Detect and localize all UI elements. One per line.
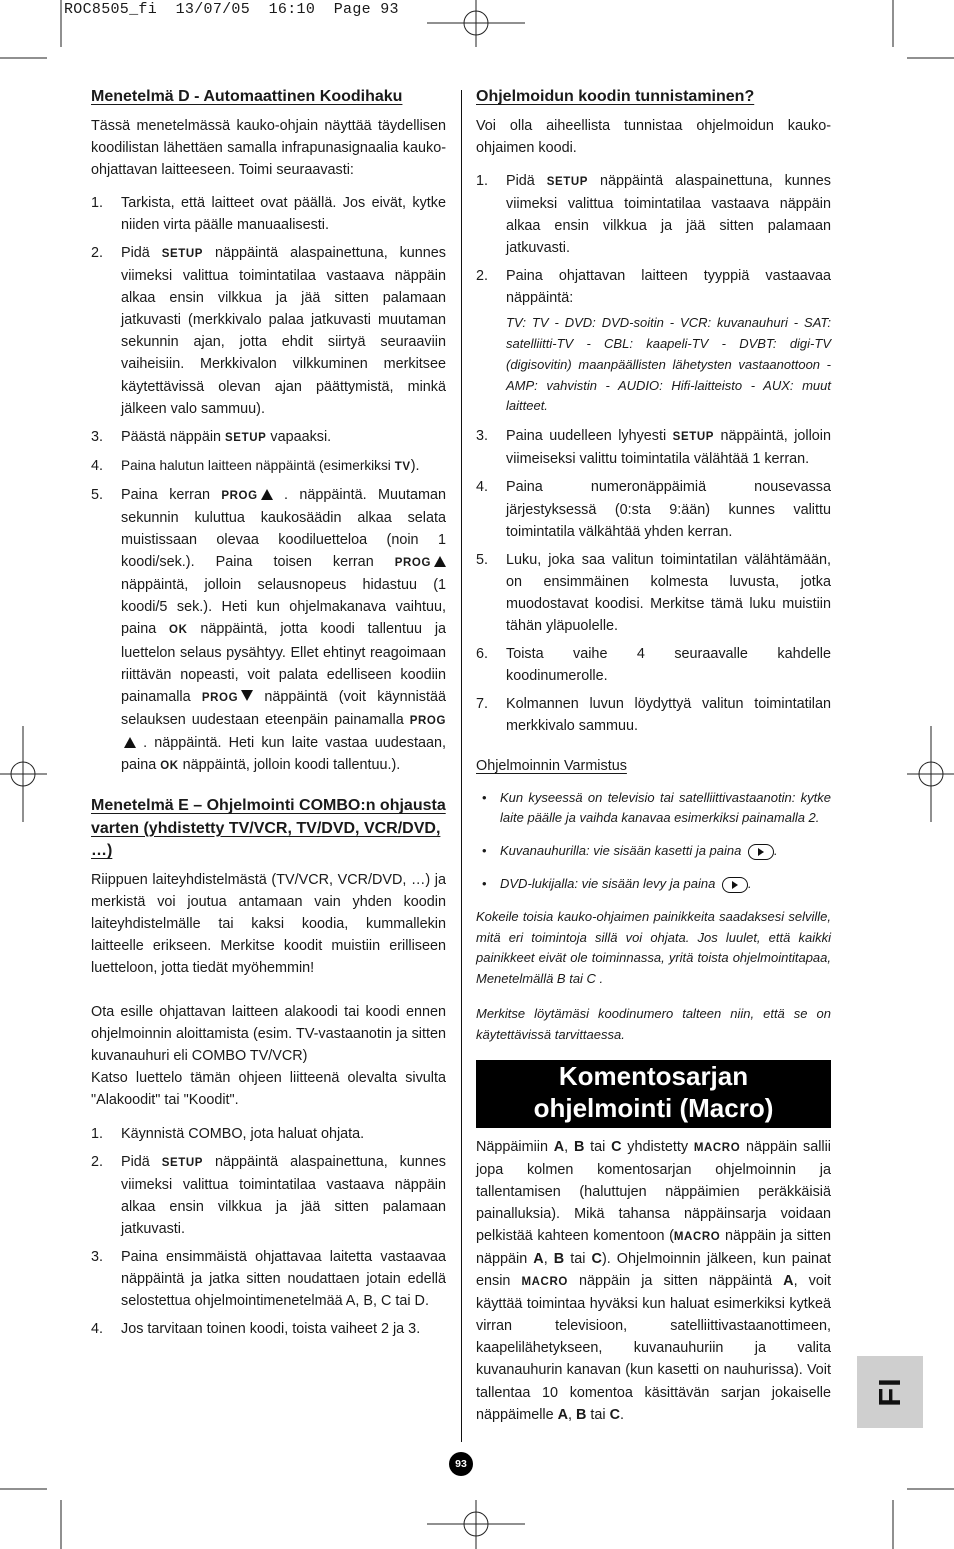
prog-key-label: PROG [201, 691, 239, 704]
macro-key-label: MACRO [521, 1276, 568, 1289]
prog-key-label: PROG [394, 557, 432, 570]
macro-text: ). Ohjelmoinnin jälkeen, kun painat ensin [476, 1250, 832, 1290]
step-text: näppäintä, jolloin viimeiseksi valittu toimintatila välähtää 1 kerran. [506, 428, 831, 468]
step-text: Tarkista, että laitteet ovat päällä. Jos eivät, kytke niiden virta päälle manuaalisesti. [121, 194, 446, 233]
list-item [91, 1151, 446, 1240]
step-text: Paina kerran [121, 486, 210, 503]
setup-key-label: SETUP [225, 431, 267, 444]
step-text: Luku, joka saa valitun toimintatilan välähtämään, on ensimmäinen kolmesta luvusta, jotka muodostavat koodisi. Merkitse tämä luku muistiin tähän yläpuolelle. [506, 551, 831, 634]
a-key-label: A [557, 1406, 569, 1423]
prog-up-icon [261, 489, 273, 500]
method-e-steps [91, 1123, 446, 1341]
step-text: Paina halutun laitteen näppäintä (esimerkiksi [121, 457, 391, 473]
macro-section-banner [476, 1060, 831, 1128]
macro-text: tai [570, 1250, 586, 1267]
bullet-text: Kuvanauhurilla: vie sisään kasetti ja paina [500, 843, 742, 859]
step-text: Päästä näppäin [121, 428, 222, 445]
step-text: . näppäintä. Heti kun laite vastaa uudestaan, paina [121, 734, 446, 774]
ok-key-label: OK [169, 624, 188, 637]
c-key-label: C [609, 1406, 621, 1423]
method-d-steps [91, 192, 446, 777]
step-number: 1. [91, 194, 104, 211]
macro-text: , voit käyttää toimintaa hyväksi kun haluat esimerkiksi kytkeä virran televisioon, satelliittivastaanottimeen, kaapelilähetykseen, kuvanauhuriin ja valita kuvanauhurin kanavan (kun kasetti on nauhurissa). Voit tallentaa 10 komentoa käsittävän sarjan jokaiselle näppäimelle [476, 1273, 832, 1423]
step-number: 2. [91, 244, 104, 261]
list-item [91, 242, 446, 420]
step-text: . näppäintä. Muutaman sekunnin kuluttua kaukosäädin alkaa selata muistissaan olevaa koodiluetteloa (noin 1 koodi/sek.). Paina toisen kerran [121, 486, 447, 571]
a-key-label: A [783, 1273, 794, 1290]
step-number: 3. [91, 1249, 104, 1266]
a-key-label: A [553, 1138, 565, 1155]
step-text: näppäintä, jolloin selausnopeus hidastuu (1 koodi/5 sek.). Heti kun ohjelmakanava vaihtuu, paina [121, 577, 446, 638]
left-column [91, 86, 446, 1346]
column-divider [461, 90, 462, 1442]
banner-line: ohjelmointi (Macro) [533, 1092, 774, 1123]
prog-up-icon [124, 737, 136, 748]
play-icon [722, 877, 748, 893]
list-item [91, 1318, 446, 1340]
step-text: näppäintä alaspainettuna, kunnes viimeksi valittua toimintatilaa vastaava näppäin alkaa ensin vilkkua ja jää sitten palamaan jatkuvasti (merkkivalo palaa jatkuvasti muutaman sekunnin ajan, jotta ehdit siirtyä seuraaviin vaiheisiin. Merkkivalon vilkkuminen merkitsee käytettävissä olevan ajan päättymistä, minkä jälkeen valo sammuu). [121, 244, 447, 417]
prog-down-icon [241, 690, 253, 701]
step-text: Pidä [121, 1153, 150, 1170]
list-item [91, 192, 446, 236]
macro-text: , [543, 1250, 548, 1267]
c-key-label: C [591, 1250, 602, 1267]
prog-up-icon [434, 556, 446, 567]
right-column [476, 86, 831, 1437]
setup-key-label: SETUP [161, 247, 204, 260]
macro-text: yhdistetty [627, 1138, 689, 1155]
list-item [91, 1123, 446, 1145]
step-text: Kolmannen luvun löydyttyä valitun toimintatilan merkkivalo sammuu. [506, 696, 831, 735]
step-text: näppäintä, jotta koodi tallentuu ja luettelon selaus pysähtyy. Ellet ehtinyt reagoimaan riittävän nopeasti, voit palata edelliseen koodiin painamalla [121, 621, 447, 705]
method-e-paragraph: Ota esille ohjattavan laitteen alakoodi tai koodi ennen ohjelmoinnin aloittamista (esim. TV-vastaanotin ja sitten kuvanauhuri eli COMBO TV/VCR) [91, 1004, 446, 1065]
banner-line: Komentosarjan [558, 1060, 749, 1091]
language-tab [857, 1356, 923, 1428]
tv-key-label: TV [394, 460, 411, 473]
list-item [476, 643, 831, 687]
step-text: Pidä [506, 172, 535, 189]
step-number: 3. [91, 428, 104, 445]
list-item [476, 476, 831, 542]
step-number: 1. [91, 1125, 104, 1142]
method-e-paragraph: Katso luettelo tämän ohjeen liitteenä olevalta sivulta "Alakoodit" tai "Koodit". [91, 1070, 446, 1109]
macro-text: , [568, 1406, 573, 1423]
macro-text: näppäin ja sitten näppäintä [578, 1273, 773, 1290]
b-key-label: B [573, 1138, 585, 1155]
b-key-label: B [576, 1406, 587, 1423]
list-item [476, 549, 831, 637]
step-text: näppäintä, jolloin koodi tallentuu.). [182, 757, 401, 774]
macro-text: näppäin sallii jopa kolmen komentosarjan ohjelmoinnin ja tallentamisen (haluttujen näppäimien peräkkäisiä painalluksia). Mikä tahansa näppäinsarja voidaan pelkistää kahteen komentoon ( [476, 1138, 831, 1244]
page-number: 93 [449, 1452, 473, 1476]
bullet-text: . [747, 875, 752, 891]
print-slug: ROC8505_fi 13/07/05 16:10 Page 93 [64, 1, 399, 18]
step-number: 6. [476, 646, 489, 663]
list-item [476, 170, 831, 259]
bullet-icon: • [482, 875, 487, 891]
bullet-icon: • [482, 789, 487, 805]
list-item [476, 425, 831, 470]
ok-key-label: OK [160, 760, 179, 773]
macro-text: tai [590, 1406, 606, 1423]
macro-key-label: MACRO [673, 1230, 721, 1243]
macro-text: näppäin ja sitten näppäin [476, 1227, 832, 1267]
step-text: Pidä [121, 244, 150, 261]
step-text: näppäintä alaspainettuna, kunnes viimeksi valittua toimintatilaa vastaava näppäin alkaa ensin vilkkua ja jää sitten palamaan jatkuvasti. [506, 172, 832, 256]
method-d-title: Menetelmä D - Automaattinen Koodihaku [91, 88, 403, 105]
setup-key-label: SETUP [161, 1156, 204, 1169]
list-item [476, 788, 831, 830]
step-text: vapaaksi. [270, 428, 332, 445]
macro-text: , [564, 1138, 569, 1155]
macro-key-label: MACRO [693, 1141, 741, 1154]
bullet-icon: • [482, 843, 487, 859]
list-item [476, 265, 831, 417]
list-item [91, 1246, 446, 1312]
list-item [91, 426, 446, 449]
try-buttons-note: Kokeile toisia kauko-ohjaimen painikkeita saadaksesi selville, mitä eri toimintoja sillä voi ohjata. Jos luulet, että kaikki painikkeet eivät ole toiminnassa, yritä toista ohjelmointitapaa, Menetelmällä B tai C . [476, 908, 831, 987]
setup-key-label: SETUP [546, 175, 589, 188]
identify-code-steps [476, 170, 831, 738]
prog-key-label: PROG [221, 489, 258, 502]
step-text: Paina ensimmäistä ohjattavaa laitetta vastaavaa näppäintä ja jatka sitten noudattaen jotain edellä selostettua ohjelmointimenetelmää A, B, C tai D. [121, 1249, 446, 1310]
method-d-intro: Tässä menetelmässä kauko-ohjain näyttää täydellisen koodilistan lähettäen samalla infrapunasignaalia kauko-ohjattavan laitteeseen. Toimi seuraavasti: [91, 117, 446, 178]
method-e-title: Menetelmä E – Ohjelmointi COMBO:n ohjausta varten (yhdistetty TV/VCR, TV/DVD, VCR/DVD, …) [91, 797, 446, 860]
language-tab-label: FI [872, 1377, 907, 1407]
identify-code-intro: Voi olla aiheellista tunnistaa ohjelmoidun kauko-ohjaimen koodi. [476, 117, 831, 156]
step-number: 7. [476, 696, 489, 713]
bullet-text: Kun kyseessä on televisio tai satelliittivastaanotin: kytke laite päälle ja vaihda kanavaa esimerkiksi painamalla 2. [500, 789, 831, 826]
step-text: Toista vaihe 4 seuraavalle kahdelle koodinumerolle. [506, 646, 831, 685]
step-number: 2. [91, 1153, 104, 1170]
step-number: 3. [476, 428, 489, 445]
step-text: Jos tarvitaan toinen koodi, toista vaiheet 2 ja 3. [121, 1321, 421, 1338]
list-item [476, 874, 831, 895]
step-number: 4. [91, 1321, 104, 1338]
a-key-label: A [533, 1250, 544, 1267]
step-number: 4. [91, 457, 104, 474]
list-item [476, 693, 831, 737]
step-text: näppäintä alaspainettuna, kunnes viimeksi valittua toimintatilaa vastaava näppäin alkaa ensin vilkkua ja jää sitten palamaan jatkuvasti. [121, 1153, 447, 1237]
step-number: 1. [476, 172, 489, 189]
method-e-paragraph: Riippuen laiteyhdistelmästä (TV/VCR, VCR/DVD, …) ja merkistä voi joutua antamaan vain yhden koodin laiteyhdistelmälle tai kaksi koodia, kummallekin laitteelle erikseen. Merkitse koodit muistiin erilliseen luetteloon, jotta tiedät myöhemmin! [91, 871, 446, 976]
step-number: 2. [476, 268, 489, 285]
play-icon [748, 844, 774, 860]
verify-bullets [476, 788, 831, 895]
device-types-note: TV: TV - DVD: DVD-soitin - VCR: kuvanauhuri - SAT: satelliitti-TV - CBL: kaapeli-TV - DVBT: digi-TV (digisovitin) maanpäällisten lähetysten vastaanottoon - AMP: vahvistin - AUDIO: Hifi-laitteisto - AUX: muut laitteet. [506, 315, 831, 414]
step-text: Paina uudelleen lyhyesti [506, 428, 667, 445]
prog-key-label: PROG [409, 714, 446, 727]
macro-text: . [620, 1406, 625, 1423]
step-text: ). [410, 457, 420, 474]
step-text: Paina numeronäppäimiä nousevassa järjestyksessä (0:sta 9:ään) kunnes valittu toimintatila välkähtää yhden kerran. [506, 479, 831, 540]
step-text: Paina ohjattavan laitteen tyyppiä vastaavaa näppäintä: [506, 268, 831, 307]
c-key-label: C [611, 1138, 622, 1155]
identify-code-title: Ohjelmoidun koodin tunnistaminen? [476, 88, 755, 105]
b-key-label: B [553, 1250, 565, 1267]
macro-paragraph [476, 1136, 831, 1426]
save-code-note: Merkitse löytämäsi koodinumero talteen niin, että se on käytettävissä tarvittaessa. [476, 1005, 831, 1042]
macro-text: tai [590, 1138, 606, 1155]
list-item [91, 455, 446, 478]
bullet-text: DVD-lukijalla: vie sisään levy ja paina [500, 875, 716, 891]
list-item [91, 484, 446, 777]
step-number: 4. [476, 479, 489, 496]
verify-title: Ohjelmoinnin Varmistus [476, 758, 627, 775]
step-number: 5. [91, 486, 104, 503]
setup-key-label: SETUP [672, 431, 715, 444]
step-number: 5. [476, 551, 489, 568]
step-text: näppäintä (voit käynnistää selauksen uudestaan eteenpäin painamalla [121, 688, 447, 728]
list-item [476, 841, 831, 862]
step-text: Käynnistä COMBO, jota haluat ohjata. [121, 1125, 365, 1142]
macro-text: Näppäimiin [476, 1138, 548, 1155]
bullet-text: . [774, 843, 778, 859]
